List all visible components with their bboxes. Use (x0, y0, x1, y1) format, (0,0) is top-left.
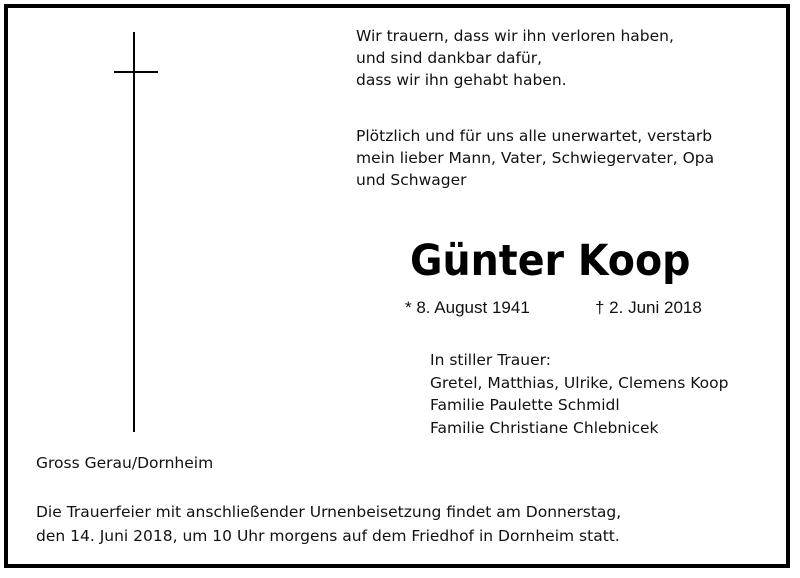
funeral-line: Die Trauerfeier mit anschließender Urnenbeisetzung findet am Donnerstag, (36, 503, 622, 521)
cross-horizontal-beam (114, 71, 158, 73)
funeral-notice (36, 500, 621, 548)
funeral-line: den 14. Juni 2018, um 10 Uhr morgens auf dem Friedhof in Dornheim statt. (36, 527, 620, 545)
mourners-heading: In stiller Trauer: (430, 351, 551, 369)
mourner-entry: Familie Paulette Schmidl (430, 396, 620, 414)
announcement-line: und Schwager (356, 171, 467, 189)
death-announcement (356, 125, 714, 191)
mourners-list (430, 349, 728, 439)
mourner-entry: Gretel, Matthias, Ulrike, Clemens Koop (430, 373, 729, 392)
verse-line: und sind dankbar dafür, (356, 49, 543, 67)
memorial-verse (356, 25, 674, 91)
deceased-name: Günter Koop (410, 236, 691, 286)
announcement-line: Plötzlich und für uns alle unerwartet, verstarb (356, 127, 713, 145)
verse-line: Wir trauern, dass wir ihn verloren haben, (356, 27, 674, 45)
location: Gross Gerau/Dornheim (36, 454, 214, 472)
cross-vertical-beam (133, 32, 135, 432)
mourner-entry: Familie Christiane Chlebnicek (430, 418, 659, 437)
verse-line: dass wir ihn gehabt haben. (356, 71, 567, 89)
birth-date: * 8. August 1941 (405, 298, 530, 317)
announcement-line: mein lieber Mann, Vater, Schwiegervater, Opa (356, 149, 715, 167)
death-date: † 2. Juni 2018 (595, 298, 702, 317)
